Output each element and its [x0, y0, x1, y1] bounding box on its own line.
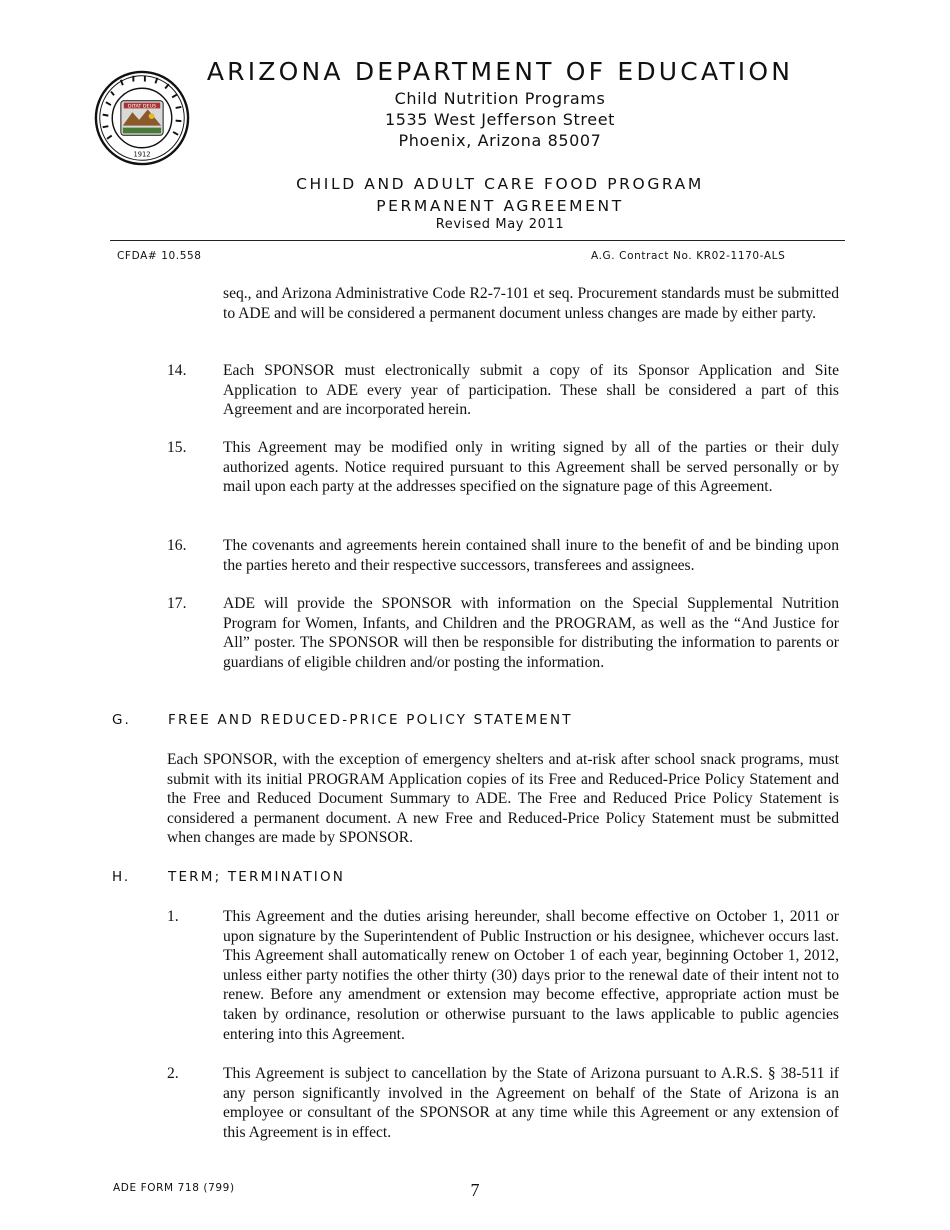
section-title: TERM; TERMINATION — [168, 869, 346, 885]
header-divider — [110, 240, 845, 241]
section-letter: G. — [112, 712, 131, 728]
page-number: 7 — [470, 1180, 480, 1200]
contract-number: A.G. Contract No. KR02-1170-ALS — [591, 250, 786, 262]
form-number: ADE FORM 718 (799) — [113, 1182, 235, 1194]
item-number: 14. — [167, 362, 187, 379]
item-number: 1. — [167, 908, 179, 925]
item-text: ADE will provide the SPONSOR with information on the Special Supplemental Nutrition Program for Women, Infants, and Children and the PROGRAM, as well as the “And Justice for All” poster. The SPONSOR will then be responsible for distributing the information to parents or guardians of eligible children and/or posting the information. — [223, 595, 839, 671]
item-text: The covenants and agreements herein contained shall inure to the benefit of and be binding upon the parties hereto and their respective successors, transferees and assignees. — [223, 537, 839, 574]
item-number: 15. — [167, 439, 187, 456]
department-title: ARIZONA DEPARTMENT OF EDUCATION — [206, 57, 794, 86]
item-text: This Agreement may be modified only in writing signed by all of the parties or their duly authorized agents. Notice required pursuant to this Agreement shall be served personally or by mail upon each party at the addresses specified on the signature page of this Agreement. — [223, 439, 839, 496]
revision-date: Revised May 2011 — [435, 217, 565, 232]
continuation-paragraph: seq., and Arizona Administrative Code R2-7-101 et seq. Procurement standards must be submitted to ADE and will be considered a permanent document unless changes are made by either party. — [223, 285, 839, 322]
item-number: 16. — [167, 537, 187, 554]
division-name: Child Nutrition Programs — [394, 89, 606, 108]
item-text: Each SPONSOR must electronically submit a copy of its Sponsor Application and Site Application to ADE every year of participation. These shall be considered a part of this Agreement and are incorporated herein. — [223, 362, 839, 419]
item-text: This Agreement is subject to cancellation by the State of Arizona pursuant to A.R.S. § 38-511 if any person significantly involved in the Agreement on behalf of the State of Arizona is an employee or consultant of the SPONSOR at any time while this Agreement or any extension of this Agreement is in effect. — [223, 1065, 839, 1141]
section-title: FREE AND REDUCED-PRICE POLICY STATEMENT — [168, 712, 573, 728]
section-letter: H. — [112, 869, 131, 885]
item-text: This Agreement and the duties arising hereunder, shall become effective on October 1, 2011 or upon signature by the Superintendent of Public Instruction or his designee, whichever occurs last. This Agreement shall automatically renew on October 1 of each year, beginning October 1, 2012, unless either party notifies the other thirty (30) days prior to the renewal date of their intent not to renew. Before any amendment or extension may become effective, appropriate action must be taken by ordinance, resolution or otherwise pursuant to the laws applicable to public agencies entering into this Agreement. — [223, 908, 839, 1043]
street-address: 1535 West Jefferson Street — [384, 110, 616, 129]
city-address: Phoenix, Arizona 85007 — [398, 131, 602, 150]
svg-text:DITAT DEUS: DITAT DEUS — [127, 104, 157, 110]
svg-text:1912: 1912 — [133, 150, 151, 159]
agreement-title: PERMANENT AGREEMENT — [376, 197, 624, 215]
item-number: 17. — [167, 595, 187, 612]
program-title: CHILD AND ADULT CARE FOOD PROGRAM — [296, 175, 704, 193]
section-g-body: Each SPONSOR, with the exception of emergency shelters and at-risk after school snack programs, must submit with its initial PROGRAM Application copies of its Free and Reduced-Price Policy Statement and the Free and Reduced Document Summary to ADE. The Free and Reduced Price Policy Statement is considered a permanent document. A new Free and Reduced-Price Policy Statement must be submitted when changes are made by SPONSOR. — [167, 751, 839, 847]
item-number: 2. — [167, 1065, 179, 1082]
cfda-number: CFDA# 10.558 — [117, 250, 202, 262]
